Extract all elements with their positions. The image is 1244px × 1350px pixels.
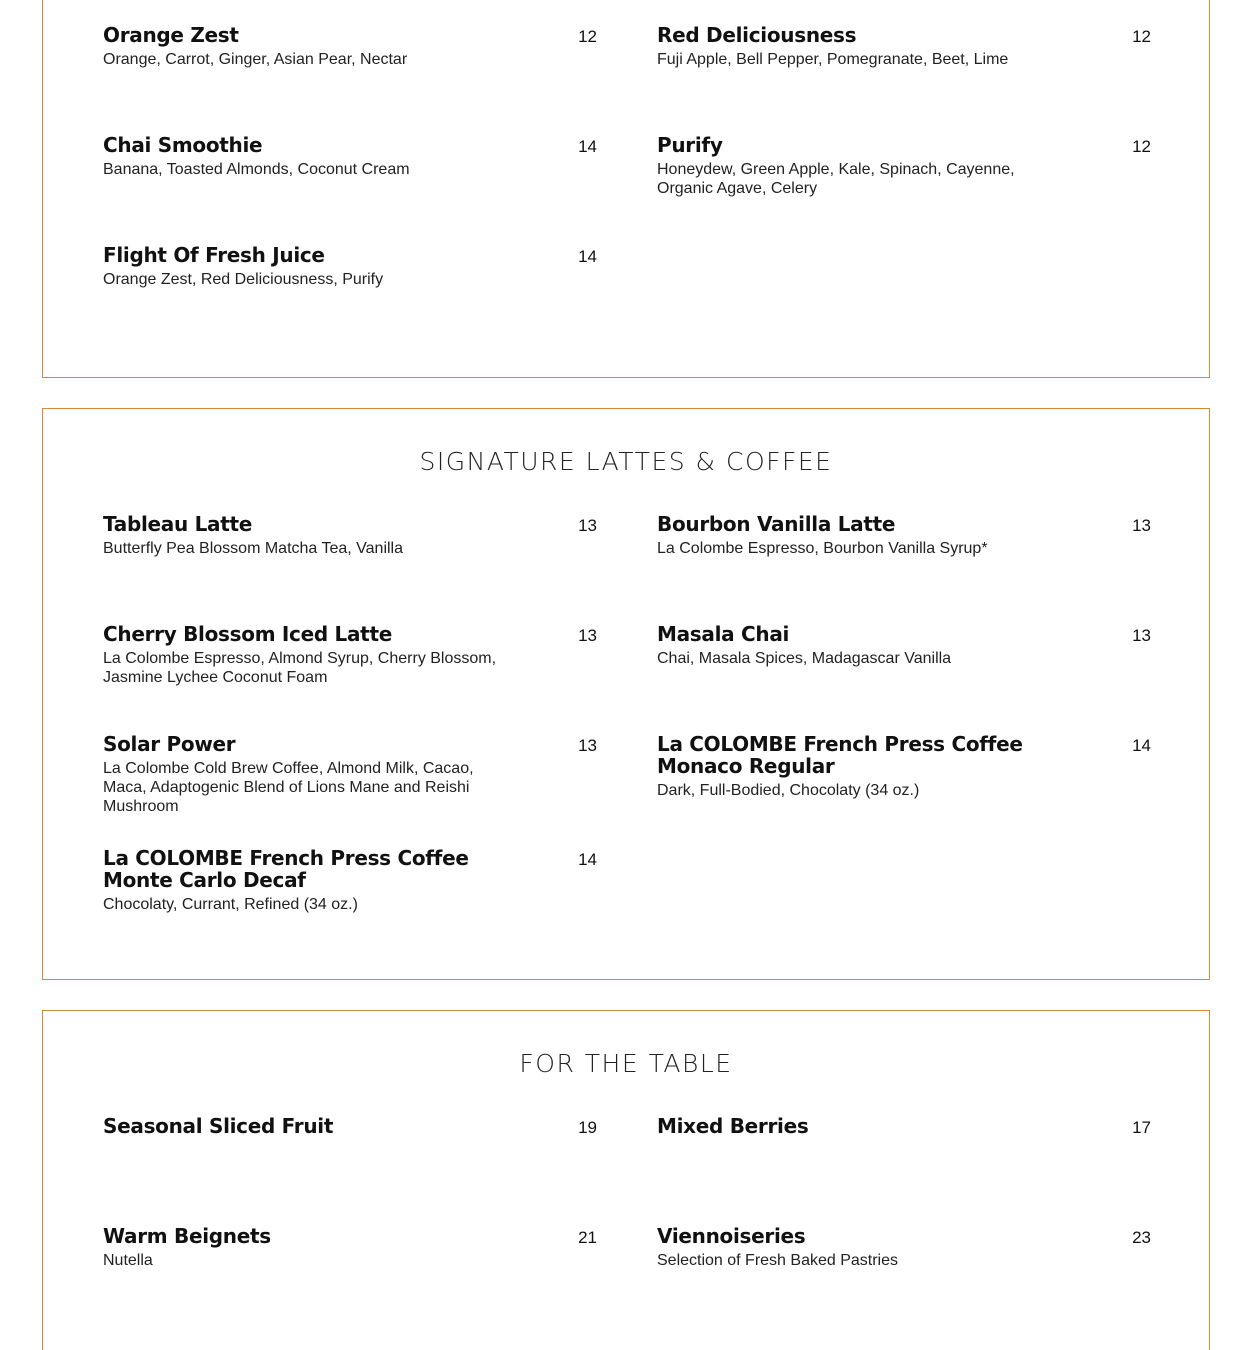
item-description: Honeydew, Green Apple, Kale, Spinach, Cayenne, Organic Agave, Celery [657, 161, 1015, 197]
item-description: Nutella [103, 1252, 153, 1269]
item-description: Chai, Masala Spices, Madagascar Vanilla [657, 650, 952, 667]
item-name: Red Deliciousness [657, 23, 857, 47]
item-price: 23 [1132, 1228, 1151, 1247]
for-the-table-section [42, 1010, 1210, 1350]
item-description: Orange Zest, Red Deliciousness, Purify [103, 271, 384, 288]
item-price: 14 [1132, 736, 1151, 755]
item-description: Selection of Fresh Baked Pastries [657, 1252, 899, 1269]
item-name: Orange Zest [103, 23, 239, 47]
item-description: Banana, Toasted Almonds, Coconut Cream [103, 161, 410, 178]
item-price: 13 [578, 516, 597, 535]
item-price: 14 [578, 137, 597, 156]
item-description: Fuji Apple, Bell Pepper, Pomegranate, Beet, Lime [657, 51, 1009, 68]
item-price: 14 [578, 247, 597, 266]
section-title: SIGNATURE LATTES & COFFEE [419, 447, 833, 476]
item-name: Mixed Berries [657, 1114, 809, 1138]
item-price: 12 [1132, 27, 1151, 46]
item-name: Purify [657, 133, 723, 157]
item-description: La Colombe Espresso, Almond Syrup, Cherry Blossom, Jasmine Lychee Coconut Foam [103, 650, 497, 686]
item-name: La COLOMBE French Press Coffee Monte Carlo Decaf [103, 846, 469, 892]
item-price: 13 [578, 626, 597, 645]
item-price: 14 [578, 850, 597, 869]
item-name: Seasonal Sliced Fruit [103, 1114, 334, 1138]
item-description: Chocolaty, Currant, Refined (34 oz.) [103, 896, 358, 913]
item-price: 13 [1132, 516, 1151, 535]
item-name: Cherry Blossom Iced Latte [103, 622, 392, 646]
item-name: Viennoiseries [657, 1224, 806, 1248]
item-description: Orange, Carrot, Ginger, Asian Pear, Nectar [103, 51, 408, 68]
item-description: Butterfly Pea Blossom Matcha Tea, Vanilla [103, 540, 403, 557]
item-price: 19 [578, 1118, 597, 1137]
lattes-coffee-section [42, 408, 1210, 980]
item-price: 13 [1132, 626, 1151, 645]
item-price: 12 [1132, 137, 1151, 156]
item-name: Flight Of Fresh Juice [103, 243, 325, 267]
item-price: 12 [578, 27, 597, 46]
item-name: Tableau Latte [103, 512, 253, 536]
item-description: La Colombe Espresso, Bourbon Vanilla Syrup* [657, 540, 988, 557]
item-price: 13 [578, 736, 597, 755]
item-name: Chai Smoothie [103, 133, 263, 157]
item-name: Bourbon Vanilla Latte [657, 512, 896, 536]
item-name: Solar Power [103, 732, 236, 756]
item-description: Dark, Full-Bodied, Chocolaty (34 oz.) [657, 782, 920, 799]
section-title: FOR THE TABLE [519, 1049, 733, 1078]
juices-section [42, 0, 1210, 378]
item-name: Masala Chai [657, 622, 790, 646]
item-price: 21 [578, 1228, 597, 1247]
item-name: Warm Beignets [103, 1224, 271, 1248]
item-name: La COLOMBE French Press Coffee Monaco Regular [657, 732, 1023, 778]
item-price: 17 [1132, 1118, 1151, 1137]
item-description: La Colombe Cold Brew Coffee, Almond Milk, Cacao, Maca, Adaptogenic Blend of Lions Mane and Reishi Mushroom [103, 760, 474, 815]
